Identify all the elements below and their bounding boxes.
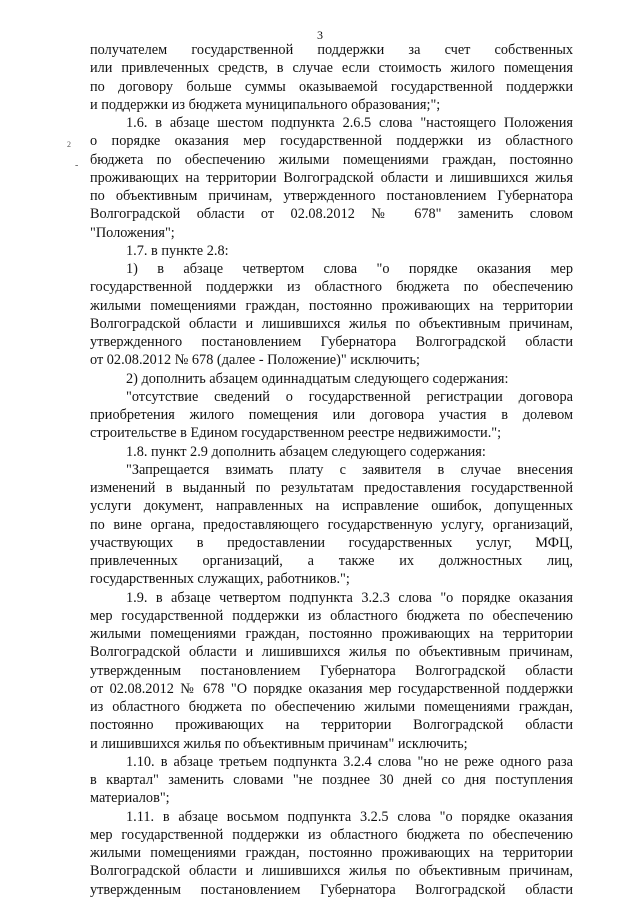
text-line: участвующих в предоставлении государственных услуг, МФЦ, [90,534,573,551]
margin-mark: 2 [67,140,71,149]
document-body [90,41,573,899]
text-line: жилыми помещениями граждан, постоянно проживающих на территории [90,845,573,861]
text-line: приобретения жилого помещения или договора участия в долевом [90,407,573,423]
text-line: строительстве в Едином государственном реестре недвижимости."; [90,425,502,442]
page-number: 3 [317,28,323,42]
text-line: Волгоградской области от 02.08.2012 № 678" заменить словом [90,206,573,223]
text-line: постоянно проживающих на территории Волгоградской области [90,717,573,734]
text-line: "Положения"; [90,224,175,241]
text-line: проживающих на территории Волгоградской области и лишившихся жилья [90,169,573,186]
text-line: 1.6. в абзаце шестом подпункта 2.6.5 слова "настоящего Положения [126,115,573,131]
text-line: 2) дополнить абзацем одиннадцатым следующего содержания: [126,370,509,387]
text-line: о порядке оказания мер государственной поддержки из областного [90,133,573,150]
text-line: от 02.08.2012 № 678 "О порядке оказания мер государственной поддержки [90,680,573,697]
text-line: государственной поддержки из областного бюджета по обеспечению [90,279,573,296]
text-line: 1.9. в абзаце четвертом подпункта 3.2.3 слова "о порядке оказания [126,589,573,606]
text-line: от 02.08.2012 № 678 (далее - Положение)" исключить; [90,352,421,369]
text-line: по договору больше суммы оказываемой государственной поддержки [90,78,573,95]
text-line: привлеченных организаций, а также их должностных лиц, [90,553,573,569]
text-line: мер государственной поддержки из областного бюджета по обеспечению [90,826,573,843]
text-line: бюджета по обеспечению жилыми помещениями граждан, постоянно [90,151,573,168]
text-line: материалов"; [90,790,170,807]
text-line: из областного бюджета по обеспечению жилыми помещениями граждан, [90,699,573,715]
text-line: утвержденным постановлением Губернатора Волгоградской области [90,662,573,679]
text-line: Волгоградской области и лишившихся жилья по объективным причинам, [90,863,573,880]
text-line: по вине органа, предоставляющего государственную услугу, организаций, [90,516,573,533]
text-line: мер государственной поддержки из областного бюджета по обеспечению [90,607,573,624]
text-line: утвержденного постановлением Губернатора Волгоградской области [90,334,573,350]
text-line: 1.8. пункт 2.9 дополнить абзацем следующего содержания: [126,443,486,460]
text-line: или привлеченных средств, в случае если стоимость жилого помещения [90,60,573,77]
text-line: 1.10. в абзаце третьем подпункта 3.2.4 слова "но не реже одного раза [126,753,573,770]
text-line: и поддержки из бюджета муниципального образования;"; [90,96,441,113]
text-line: изменений в выданный по результатам предоставления государственной [90,480,573,496]
text-line: получателем государственной поддержки за счет собственных [90,42,573,58]
text-line: 1) в абзаце четвертом слова "о порядке оказания мер [126,261,573,277]
text-line: государственных служащих, работников."; [90,571,350,588]
text-line: "Запрещается взимать плату с заявителя в случае внесения [126,461,573,478]
text-line: "отсутствие сведений о государственной регистрации договора [126,388,573,405]
text-line: утвержденным постановлением Губернатора Волгоградской области [90,881,573,898]
text-line: Волгоградской области и лишившихся жилья по объективным причинам, [90,315,573,332]
text-line: Волгоградской области и лишившихся жилья по объективным причинам, [90,644,573,661]
text-line: по объективным причинам, утвержденного постановлением Губернатора [90,188,573,204]
text-line: 1.11. в абзаце восьмом подпункта 3.2.5 слова "о порядке оказания [126,808,573,825]
text-line: и лишившихся жилья по объективным причинам" исключить; [90,735,468,752]
text-line: в квартал" заменить словами "не позднее 30 дней со дня поступления [90,772,573,788]
text-line: услуги документ, направленных на исправление ошибок, допущенных [90,498,573,515]
text-line: 1.7. в пункте 2.8: [126,242,229,259]
text-line: жилыми помещениями граждан, постоянно проживающих на территории [90,297,573,314]
text-line: жилыми помещениями граждан, постоянно проживающих на территории [90,626,573,642]
margin-mark: - [75,160,79,171]
